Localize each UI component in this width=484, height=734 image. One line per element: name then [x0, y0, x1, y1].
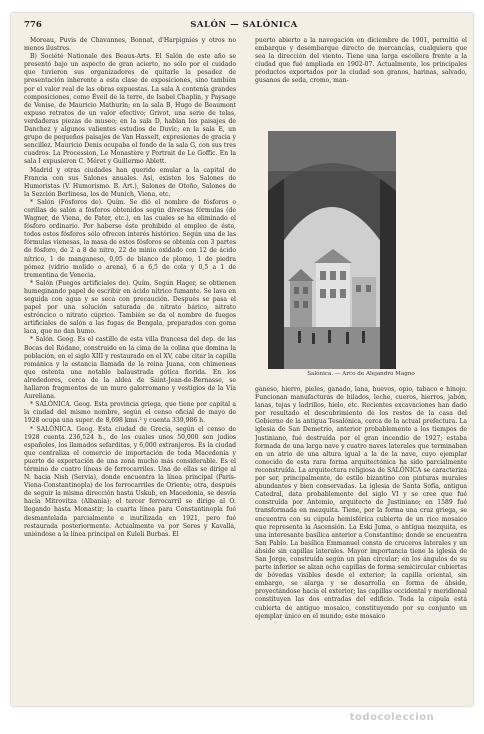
arch-of-alexander-photo	[268, 131, 396, 369]
running-title: SALÓN — SALÓNICA	[190, 20, 298, 30]
paragraph: B) Société Nationale des Beaux-Arts. El Salón de este año se presentó bajo un aspecto de gran acierto, no sólo por el cuidado que tuvieron sus organizadores de quitarle la pesadez de presentación inherente a esta clase de exposiciones, sino también por el valor real de las obras expuestas. La sala A contenía grandes composiciones, como Éveil de la terre, de Isabel Chaplin, y Paysage de Venise, de Mauricio Mathurin; en la sala B, Hugo de Beaumont expuso retratos de un valor efectivo; Grivot, una serie de telas, verdaderas piezas de museo; en la sala D, hablan los paisajes de Danchez y algunos valientes estudios de Duvic; en la sala E, un grupo de pequeños paisajes de Van Hasselt, expresiones de gracia y sencillez. Mauricio Denis ocupaba el fondo de la sala G, con sus tres cuadros: La Procession, Le Monastère y Portrait de Le Goffic. En la sala I expusieron C. Méret y Guillermo Ablett.	[24, 53, 236, 166]
watermark-text: todocoleccion	[349, 712, 435, 723]
paragraph: ganeso, hierro, pieles, ganado, lana, huevos, opio, tabaco e hinojo. Funcionan manufacturas de hilados, leche, cueros, hierros, jabón, lanas, tejas y ladrillos, hielo, etc. Recientes excavaciones han dado por resultado el descubrimiento de los restos de la casa del Gobierno de la antigua Tesalónica, cerca de la actual prefectura. La iglesia de San Demetrio, anterior probablemente a los tiempos de Justiniano, fué destruída por el gran incendio de 1927; estaba formada de una larga nave y cuatro naves laterales que terminaban en un atrio de una altura igual a la de la nave, cuyo ejemplar conocido de esta rara forma arquitectónica ha sido parcialmente reconstruída. La arquitectura religiosa de SALÓNICA se caracteriza por ser, principalmente, de estilo bizantino con pinturas murales abundantes y bien conservadas. La iglesia de Santa Sofía, antigua Catedral, data probablemente del siglo VI y se cree que fué construída por Antemio, arquitecto de Justiniano; en 1589 fué transformada en mezquita. Tiene, por la forma una cruz griega, se encuentra con su cúpula hemisférica cubierta de un rico mosaico que representa la Ascensión. La Eski Juma, o antigua mezquita, es una interesante basílica anterior a Constantino; donde se encuentra San Pablo. La basílica Emmanuel consta de cruceros laterales y un ábside sin capillas laterales. Mayor importancia tiene la iglesia de San Jorge, construída según un plan circular; en los ángulos de su parte inferior se alzan ocho capillas de forma semicircular cubiertas de bóvedas visibles desde el exterior; la capilla oriental, sin embargo, se alarga y se desarrolla en forma de ábside, proyectándose hacia el exterior; las capillas occidental y meridional constituyen las dos entradas del edificio. Toda la cúpula está cubierta de antiguo mosaico, constituyendo por su conjunto un ejemplar único en el mundo; este mosaico	[255, 386, 467, 620]
figure-caption: Salónica. — Arco de Alejandro Magno	[307, 371, 415, 377]
page-number: 776	[24, 20, 42, 30]
paragraph: * SALÓNICA. Geog. Esta provincia griega, que tiene por capital a la ciudad del mismo nombre, según el censo oficial de mayo de 1928 ocupa una super. de 8,698 kms.² y cuenta 339,986 h.	[24, 401, 236, 425]
page-header	[24, 20, 464, 34]
paragraph: * Salón (Fósforos de). Quím. Se dió el nombre de fósforos o cerillas de salón a fósforos obtenidos según diversas fórmulas (de Wagner, de Viena, de Pater, etc.), en las cuales se ha eliminado el fósforo ordinario. Por haberse éste prohibido el empleo de éste, todos estos fósforos sólo ofrecen interés histórico. Según una de las fórmulas vienesas, la masa de estos fósforos se obtenía con 3 partes de fósforo, de 2 a 8 de nitro, 22 de minio oxidado con 12 de ácido nítrico, 1 de manganeso, 0,05 de blanco de plomo, 1 de piedra pómez (vidrio molido o arena), 6 a 6,5 de cola y 0,5 a 1 de trementina de Venecia.	[24, 198, 236, 279]
right-column-bottom	[255, 386, 467, 694]
book-page	[11, 13, 473, 706]
paragraph: * Salón (Fuegos artificiales de). Quím. Según Hager, se obtienen humeginando papel de escribir en ácido nítrico fumante. Se lava en seguida con agua y se seca con precaución. Después se pasa el papel por una solución saturada de nitrato bárico, nitrato estróncico o nitrato cúprico. También se da el nombre de fuegos artificiales de salón a las fugas de Bengala, preparados con goma laca, que no dan humo.	[24, 279, 236, 336]
paragraph: * Salón. Geog. Es el castillo de esta villa francesa del dep. de las Bocas del Ródano, construido en la cima de la colina que domina la población, en el siglo XIII y restaurado en el XV, cabe citar la capilla románica y la estancia llamada de la reina Juana, con chimeneas que ostenta una notable balaustrada gótica florida. En los alrededores, cerca de la aldea de Saint-Jean-de-Bernasse, se hallaron fragmentos de un muro galorromano y vestigios de la Vía Aureliana.	[24, 336, 236, 401]
left-column	[24, 37, 236, 692]
paragraph: Madrid y otras ciudades han querido emular a la capital de Francia con sus Salones anuales. Así, existen los Salones de Humoristas (V. Humorismo. B. Art.), Salones de Otoño, Salones de la Sezción Berlinesa, los de Munich, Viena, etc.	[24, 166, 236, 198]
paragraph: puerto abierto a la navegación en diciembre de 1901, permitió el embarque y desembarque directo de mercancías, cualquiera que sea la dirección del viento. Tiene una larga escollera frente a la ciudad que fué ampliada en 1902-07. Actualmente, los principales productos exportados por la ciudad son granos, harinas, salvado, gusanos de seda, cromo, man-	[255, 37, 467, 85]
paragraph: Moreau, Puvis de Chavannes, Bonnat, d'Harpignies y otros no menos ilustres.	[24, 37, 236, 53]
right-column-top	[255, 37, 467, 121]
photo-illustration	[268, 131, 396, 369]
paragraph: * SALÓNICA. Geog. Esta ciudad de Grecia, según el censo de 1928 cuenta 236,524 h., de los cuales unos 50,000 son judíos españoles, los llamados sefarditas, y 6,000 extranjeros. Es la ciudad que centraliza el comercio de importación de toda Macedonia y puerto de exportación de una zona mucho más considerable. Es el término de cuatro líneas de ferrocarriles. Una de ellas se dirige al N. hacia Nish (Servia), donde encuentra la línea principal (París-Viena-Constantinopla) de los ferrocarriles de Oriente; otra, después de seguir la misma dirección hasta Uskub, en Macedonia, se desvía hacia Mitrovitza (Albania); el tercer ferrocarril se dirige al O. llegando hasta Monastir; la cuarta línea para Constantinopla fué desmantelada parcialmente e inutilizada en 1921, pero fué restaurada posteriormente. Actualmente va por Seres y Kavalla, uniéndose a la línea principal en Kuleli Burbas. El	[24, 425, 236, 538]
